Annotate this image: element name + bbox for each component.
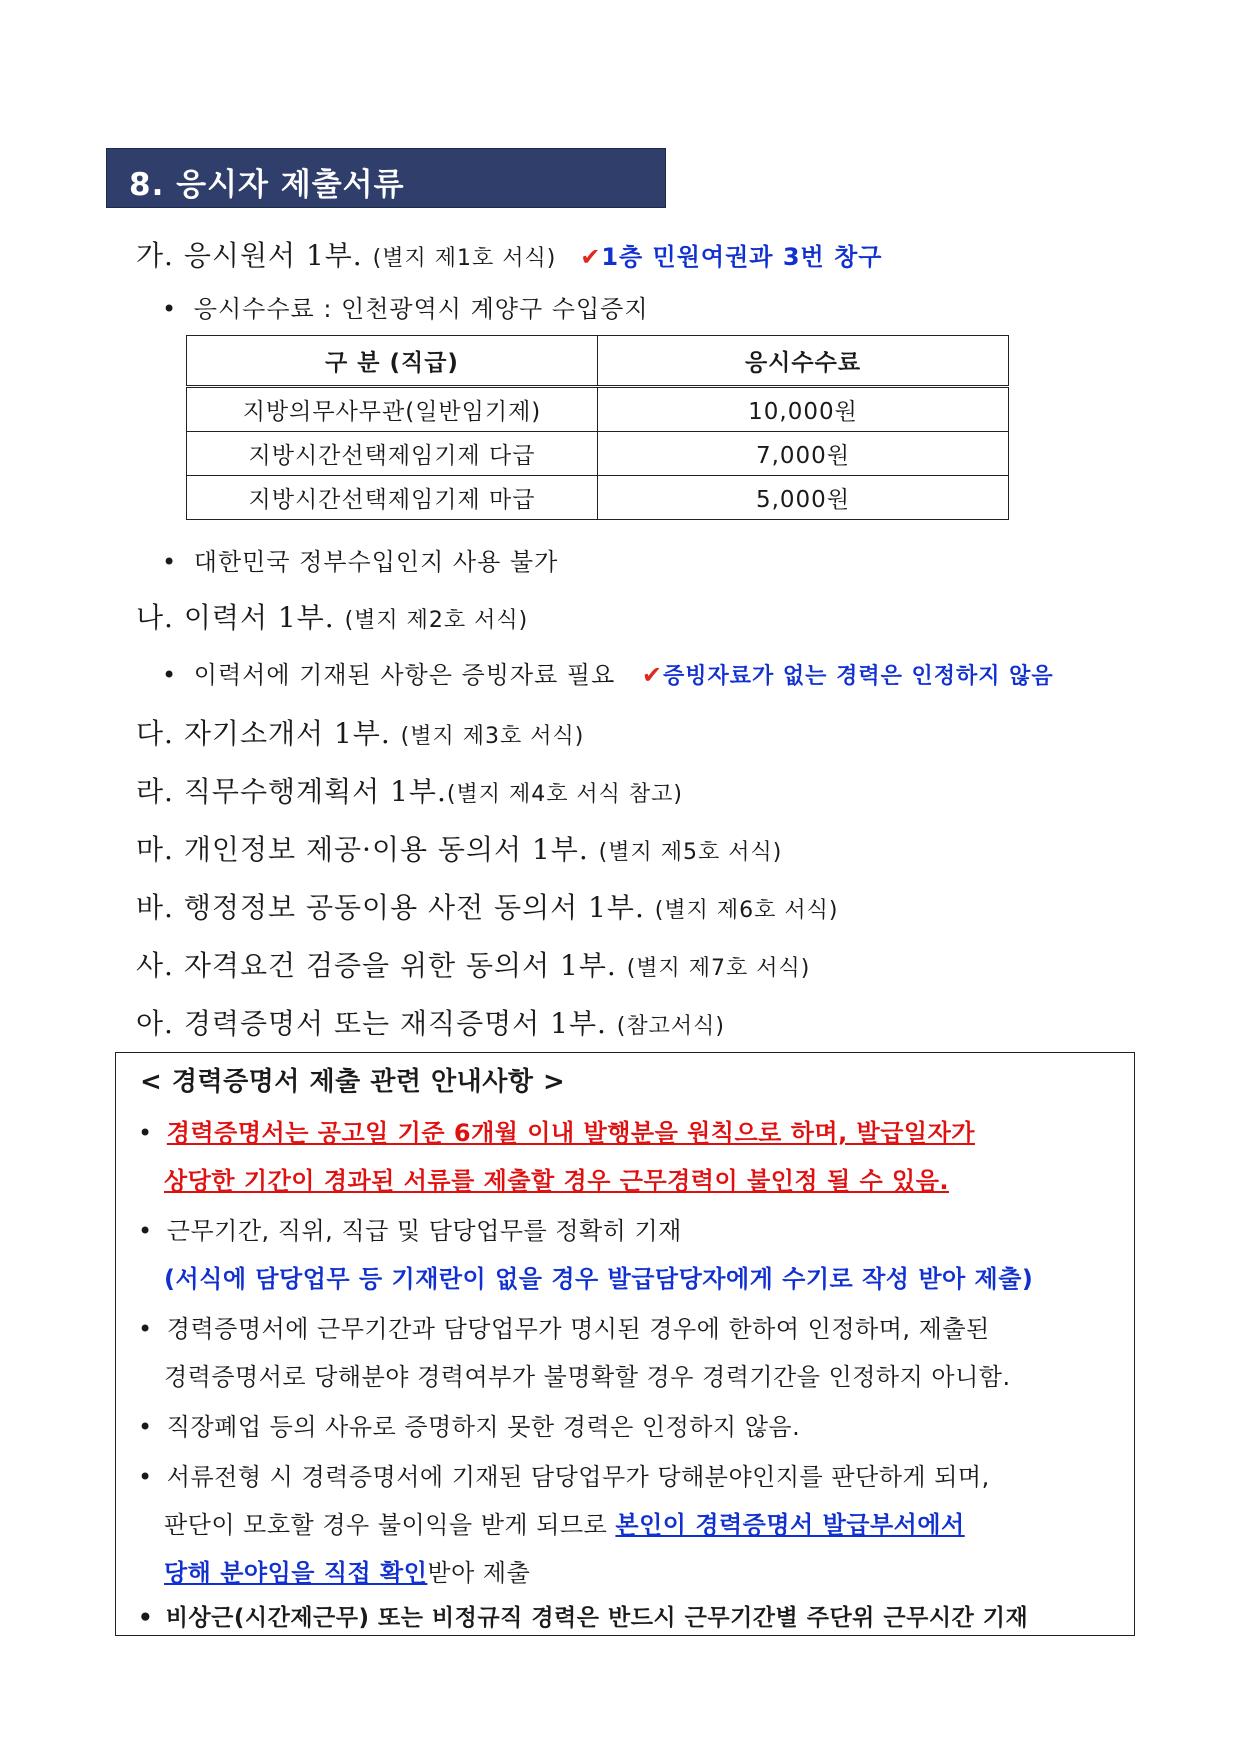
table-cell: 5,000원 (598, 476, 1009, 520)
item-ga-note: (별지 제1호 서식) (372, 246, 557, 271)
item-ba-label: 바. 행정정보 공동이용 사전 동의서 1부. (136, 891, 645, 924)
table-cell: 지방시간선택제임기제 마급 (187, 476, 598, 520)
item-ba-note: (별지 제6호 서식) (654, 898, 839, 923)
table-cell: 지방시간선택제임기제 다급 (187, 432, 598, 476)
item-na (136, 596, 528, 636)
notice-b3-l1: 경력증명서에 근무기간과 담당업무가 명시된 경우에 한하여 인정하며, 제출된 (166, 1315, 990, 1343)
item-ba (136, 886, 838, 926)
notice-b5-l3b: 받아 제출 (427, 1559, 531, 1587)
table-header-cell: 응시수수료 (598, 336, 1009, 387)
item-ra (136, 770, 683, 810)
bullet-text: 이력서에 기재된 사항은 증빙자료 필요 (193, 661, 616, 689)
bullet-icon: • (138, 1605, 154, 1631)
item-ga (136, 234, 882, 274)
notice-bullet-2-cont (164, 1259, 1033, 1294)
table-header-cell: 구 분 (직급) (187, 336, 598, 387)
notice-bullet-3-cont (164, 1357, 1011, 1392)
item-ma (136, 828, 782, 868)
item-da-note: (별지 제3호 서식) (400, 724, 585, 749)
item-da-label: 다. 자기소개서 1부. (136, 717, 391, 750)
bullet-icon: • (162, 548, 178, 576)
notice-bullet-5-cont (164, 1505, 965, 1540)
notice-bullet-5-cont2 (164, 1553, 530, 1588)
bullet-icon: • (138, 1463, 153, 1491)
item-a-label: 아. 경력증명서 또는 재직증명서 1부. (136, 1007, 607, 1040)
notice-title: < 경력증명서 제출 관련 안내사항 > (140, 1067, 566, 1097)
table-header-row (187, 336, 1009, 387)
table-cell: 지방의무사무관(일반임기제) (187, 387, 598, 432)
item-ga-label: 가. 응시원서 1부. (136, 239, 363, 272)
notice-b5-l2b: 본인이 경력증명서 발급부서에서 (615, 1511, 965, 1539)
item-a (136, 1002, 725, 1042)
notice-b2-l1: 근무기간, 직위, 직급 및 담당업무를 정확히 기재 (166, 1217, 682, 1245)
bullet-icon: • (138, 1413, 153, 1441)
bullet-icon: • (138, 1119, 153, 1147)
table-cell: 7,000원 (598, 432, 1009, 476)
notice-bullet-3 (138, 1309, 990, 1344)
item-sa (136, 944, 810, 984)
notice-b5-l2a: 판단이 모호할 경우 불이익을 받게 되므로 (164, 1511, 616, 1539)
section-title: 8. 응시자 제출서류 (129, 167, 405, 203)
table-row (187, 476, 1009, 520)
notice-bullet-1 (138, 1113, 975, 1148)
bullet-text: 응시수수료 : 인천광역시 계양구 수입증지 (193, 295, 649, 323)
table-row (187, 432, 1009, 476)
item-ga-bullet-stamp (162, 542, 558, 577)
bullet-icon: • (162, 295, 178, 323)
notice-bullet-2 (138, 1211, 682, 1246)
bullet-icon: • (138, 1315, 153, 1343)
item-ga-highlight: 1층 민원여권과 3번 창구 (601, 243, 883, 271)
item-na-bullet (162, 655, 1054, 690)
table-row (187, 387, 1009, 432)
item-ra-label: 라. 직무수행계획서 1부. (136, 775, 447, 808)
notice-b4-l1: 직장폐업 등의 사유로 증명하지 못한 경력은 인정하지 않음. (166, 1413, 801, 1441)
item-na-label: 나. 이력서 1부. (136, 601, 335, 634)
check-icon: ✔ (641, 661, 664, 689)
notice-b1-l1: 경력증명서는 공고일 기준 6개월 이내 발행분을 원칙으로 하며, 발급일자가 (166, 1119, 975, 1147)
fee-table (186, 335, 1009, 520)
item-ga-bullet-fee (162, 289, 649, 324)
notice-bullet-6 (138, 1599, 1028, 1632)
table-cell: 10,000원 (598, 387, 1009, 432)
notice-b1-l2: 상당한 기간이 경과된 서류를 제출할 경우 근무경력이 불인정 될 수 있음. (164, 1167, 950, 1195)
notice-b2-l2: (서식에 담당업무 등 기재란이 없을 경우 발급담당자에게 수기로 작성 받아 제출) (164, 1265, 1034, 1293)
notice-b5-l3a: 당해 분야임을 직접 확인 (164, 1559, 428, 1587)
notice-b5-l1: 서류전형 시 경력증명서에 기재된 담당업무가 당해분야인지를 판단하게 되며, (166, 1463, 990, 1491)
notice-box (115, 1052, 1135, 1636)
notice-bullet-1-cont (164, 1161, 949, 1196)
item-ra-note: (별지 제4호 서식 참고) (446, 782, 684, 807)
notice-b6-l1: 비상근(시간제근무) 또는 비정규직 경력은 반드시 근무기간별 주단위 근무시간 기재 (165, 1605, 1029, 1631)
item-da (136, 712, 584, 752)
item-sa-label: 사. 자격요건 검증을 위한 동의서 1부. (136, 949, 617, 982)
item-a-note: (참고서식) (616, 1014, 725, 1039)
item-na-highlight: 증빙자료가 없는 경력은 인정하지 않음 (663, 664, 1054, 689)
item-sa-note: (별지 제7호 서식) (626, 956, 811, 981)
bullet-text: 대한민국 정부수입인지 사용 불가 (193, 548, 559, 576)
item-na-note: (별지 제2호 서식) (344, 608, 529, 633)
check-icon: ✔ (580, 243, 602, 271)
bullet-icon: • (162, 661, 178, 689)
item-ma-label: 마. 개인정보 제공·이용 동의서 1부. (136, 833, 589, 866)
bullet-icon: • (138, 1217, 153, 1245)
notice-b3-l2: 경력증명서로 당해분야 경력여부가 불명확할 경우 경력기간을 인정하지 아니함. (164, 1363, 1011, 1391)
section-header (106, 148, 666, 208)
notice-bullet-4 (138, 1407, 800, 1442)
notice-bullet-5 (138, 1457, 990, 1492)
item-ma-note: (별지 제5호 서식) (598, 840, 783, 865)
